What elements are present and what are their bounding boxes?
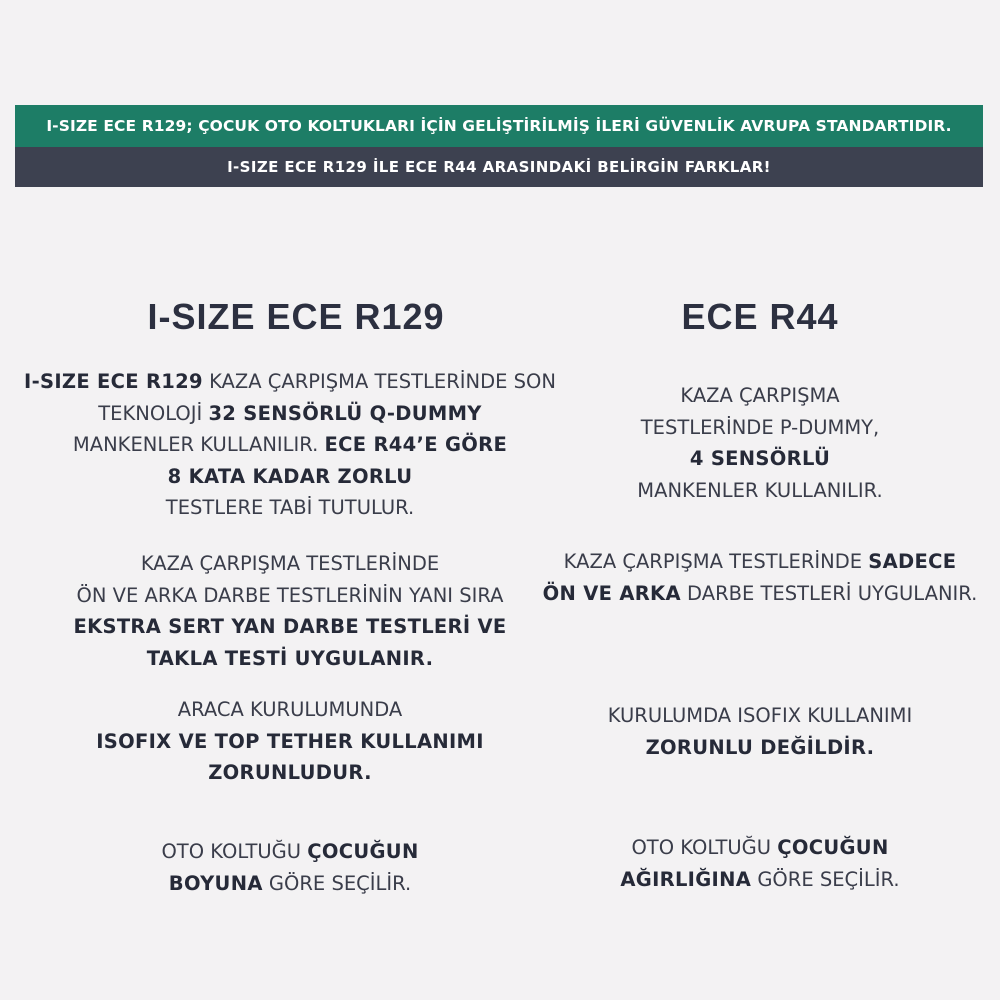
right-sensor-text-4: MANKENLER KULLANILIR. <box>637 478 883 502</box>
left-crash-line-2 <box>20 580 560 612</box>
right-crash-text-2: DARBE TESTLERİ UYGULANIR. <box>680 581 978 605</box>
standard-banner <box>15 105 983 147</box>
left-selection-block <box>20 836 560 899</box>
left-crash-bold-4: TAKLA TESTİ UYGULANIR. <box>146 646 434 670</box>
left-sensor-bold-3: ECE R44’E GÖRE <box>324 433 508 456</box>
right-selection-block <box>520 832 1000 895</box>
right-crash-text-1: KAZA ÇARPIŞMA TESTLERİNDE <box>563 550 869 573</box>
left-install-line-2 <box>20 726 560 758</box>
right-select-text-1: OTO KOLTUĞU <box>631 836 778 859</box>
right-sensor-line-4 <box>520 475 1000 507</box>
left-install-text-1: ARACA KURULUMUNDA <box>177 698 403 721</box>
left-sensor-bold-2: 32 SENSÖRLÜ Q-DUMMY <box>208 401 482 425</box>
right-sensor-text-1: KAZA ÇARPIŞMA <box>680 384 840 407</box>
left-sensor-text-1: KAZA ÇARPIŞMA TESTLERİNDE SON <box>202 370 556 393</box>
right-select-line-2 <box>520 864 1000 896</box>
left-install-line-3 <box>20 757 560 789</box>
left-install-bold-3: ZORUNLUDUR. <box>208 761 372 784</box>
left-install-line-1 <box>20 694 560 726</box>
left-crash-text-1: KAZA ÇARPIŞMA TESTLERİNDE <box>140 552 440 575</box>
right-sensor-line-3 <box>520 443 1000 475</box>
left-sensor-text-2: TEKNOLOJİ <box>98 401 209 425</box>
left-crash-bold-3: EKSTRA SERT YAN DARBE TESTLERİ VE <box>73 615 507 638</box>
left-sensor-line-5 <box>20 492 560 524</box>
left-crash-text-2: ÖN VE ARKA DARBE TESTLERİNİN YANI SIRA <box>76 583 504 607</box>
left-sensor-block <box>20 366 560 524</box>
left-install-bold-2: ISOFIX VE TOP TETHER KULLANIMI <box>96 729 484 753</box>
left-sensor-line-3 <box>20 429 560 461</box>
right-select-bold-1: ÇOCUĞUN <box>777 836 889 859</box>
right-select-text-2: GÖRE SEÇİLİR. <box>751 867 900 891</box>
right-sensor-line-2 <box>520 412 1000 444</box>
right-install-text-1: KURULUMDA ISOFIX KULLANIMI <box>607 704 913 727</box>
differences-banner-text: I-SIZE ECE R129 İLE ECE R44 ARASINDAKİ BELİRGİN FARKLAR! <box>227 158 771 176</box>
differences-banner <box>15 147 983 187</box>
left-crash-line-3 <box>20 611 560 643</box>
left-select-line-2 <box>20 868 560 900</box>
right-crash-bold-2: ÖN VE ARKA <box>542 581 681 605</box>
left-sensor-line-1 <box>20 366 560 398</box>
right-installation-block <box>520 700 1000 763</box>
right-sensor-bold-3: 4 SENSÖRLÜ <box>689 447 831 470</box>
left-sensor-text-5: TESTLERE TABİ TUTULUR. <box>165 496 415 519</box>
right-select-line-1 <box>520 832 1000 864</box>
left-column-title: I-SIZE ECE R129 <box>147 296 445 337</box>
left-crash-test-block <box>20 548 560 674</box>
right-column-title: ECE R44 <box>681 296 839 337</box>
left-select-line-1 <box>20 836 560 868</box>
left-sensor-line-2 <box>20 398 560 430</box>
right-select-bold-2: AĞIRLIĞINA <box>620 867 752 891</box>
right-crash-line-1 <box>520 546 1000 578</box>
left-installation-block <box>20 694 560 789</box>
left-crash-line-4 <box>20 643 560 675</box>
right-crash-line-2 <box>520 578 1000 610</box>
left-sensor-bold-4: 8 KATA KADAR ZORLU <box>167 464 413 488</box>
left-select-text-1: OTO KOLTUĞU <box>161 840 308 863</box>
left-sensor-line-4 <box>20 461 560 493</box>
right-crash-test-block <box>520 546 1000 609</box>
left-sensor-bold-1: I-SIZE ECE R129 <box>24 370 203 393</box>
right-install-line-1 <box>520 700 1000 732</box>
left-crash-line-1 <box>20 548 560 580</box>
left-select-bold-2: BOYUNA <box>168 871 263 895</box>
right-crash-bold-1: SADECE <box>868 550 957 573</box>
left-select-bold-1: ÇOCUĞUN <box>307 840 419 863</box>
right-sensor-text-2: TESTLERİNDE P-DUMMY, <box>640 415 880 439</box>
right-sensor-block <box>520 380 1000 506</box>
standard-banner-text: I-SIZE ECE R129; ÇOCUK OTO KOLTUKLARI İÇİN GELİŞTİRİLMİŞ İLERİ GÜVENLİK AVRUPA STANDARTIDIR. <box>46 117 952 135</box>
left-select-text-2: GÖRE SEÇİLİR. <box>262 871 412 895</box>
left-sensor-text-3: MANKENLER KULLANILIR. <box>72 433 325 456</box>
right-sensor-line-1 <box>520 380 1000 412</box>
right-install-line-2 <box>520 732 1000 764</box>
right-install-bold-2: ZORUNLU DEĞİLDİR. <box>645 735 875 759</box>
